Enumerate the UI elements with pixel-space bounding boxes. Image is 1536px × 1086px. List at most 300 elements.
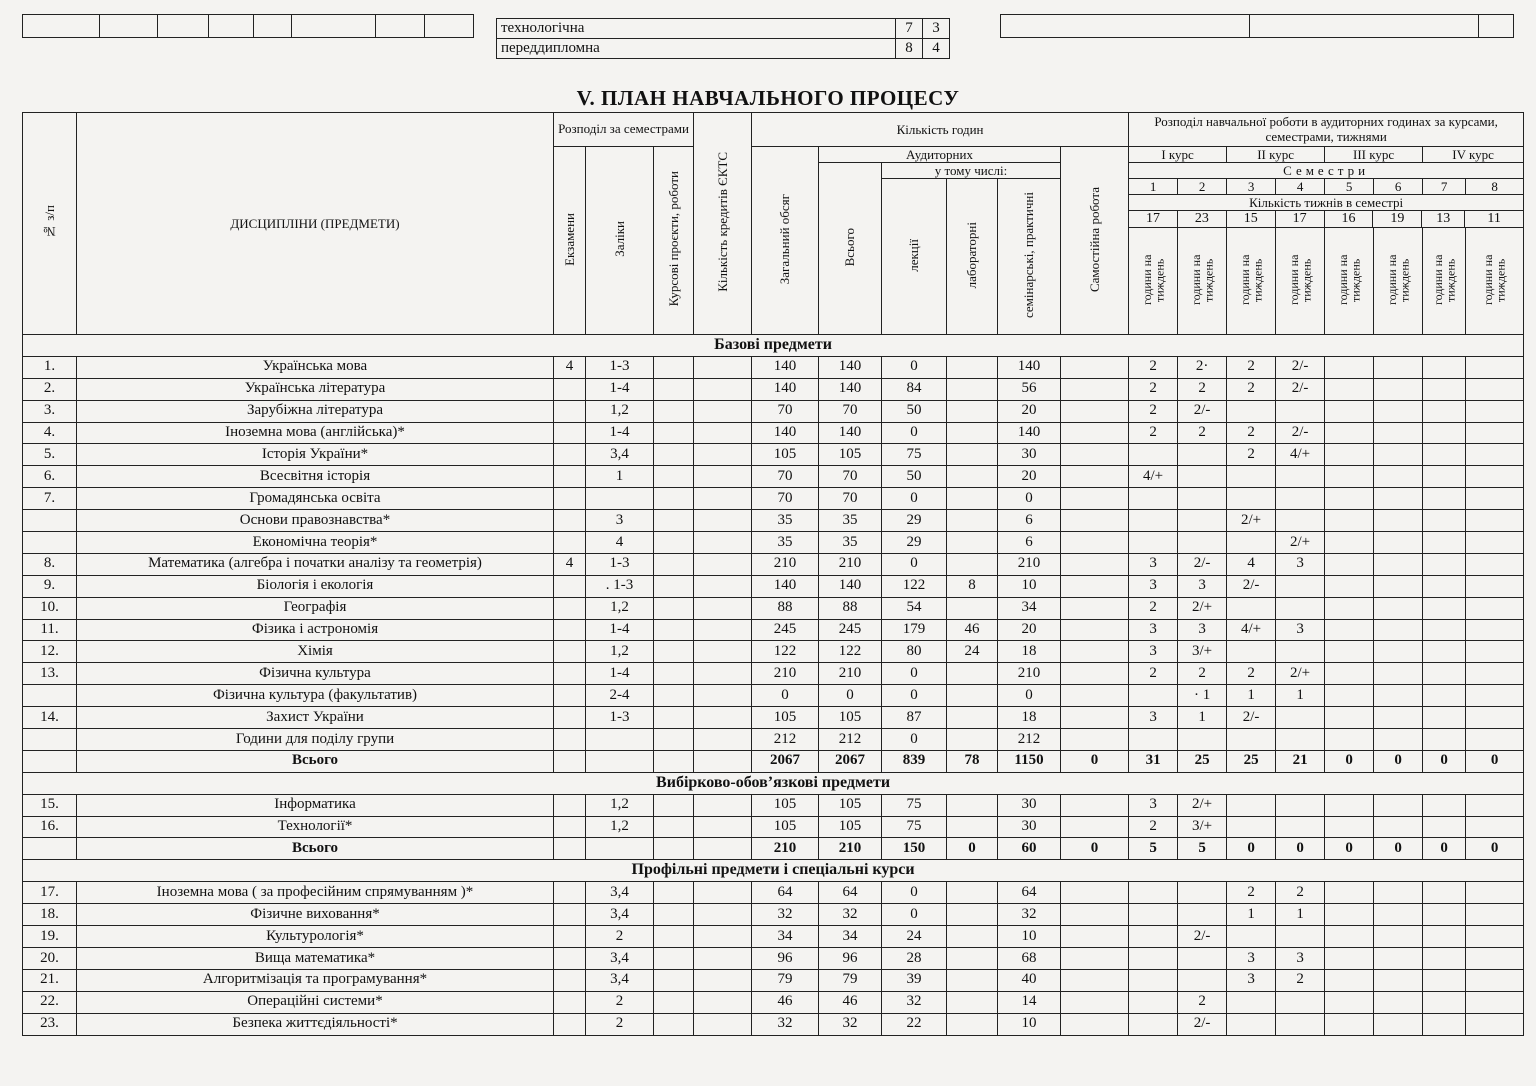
seminar-hours: 140 [998, 422, 1061, 444]
semester-2-hours [1178, 466, 1227, 488]
test-semesters: 1 [586, 466, 654, 488]
exam-semester [554, 510, 586, 532]
header-semester-num: 1 [1129, 179, 1178, 195]
ects-credits [694, 663, 752, 685]
discipline-name: Іноземна мова (англійська)* [77, 422, 554, 444]
empty-cell [694, 750, 752, 772]
discipline-name: Історія України* [77, 444, 554, 466]
ects-credits [694, 422, 752, 444]
seminar-hours: 14 [998, 991, 1061, 1013]
discipline-name: Вища математика* [77, 947, 554, 969]
empty-cell [100, 15, 158, 38]
table-row [23, 904, 1524, 926]
exam-semester [554, 882, 586, 904]
self-work-hours [1061, 663, 1129, 685]
total-hours: 105 [752, 444, 819, 466]
discipline-name: Іноземна мова ( за професійним спрямуванням )* [77, 882, 554, 904]
empty-cell [1479, 15, 1514, 38]
discipline-name: Фізичне виховання* [77, 904, 554, 926]
self-work-hours [1061, 641, 1129, 663]
header-label: № з/п [41, 205, 57, 240]
empty-cell [376, 15, 425, 38]
discipline-name: Інформатика [77, 794, 554, 816]
semester-8-hours [1466, 378, 1524, 400]
auditory-hours: 210 [819, 553, 882, 575]
lab-hours: 24 [947, 641, 998, 663]
header-semester-num: 8 [1466, 179, 1524, 195]
semester-2-hours: 2/+ [1178, 794, 1227, 816]
semester-4-hours: 2/- [1276, 356, 1325, 378]
total-hours: 34 [752, 926, 819, 948]
exam-semester [554, 378, 586, 400]
row-number: 13. [23, 663, 77, 685]
table-row [23, 794, 1524, 816]
semester-3-hours: 1 [1227, 904, 1276, 926]
lecture-hours: 0 [882, 422, 947, 444]
lecture-hours: 24 [882, 926, 947, 948]
course-project [654, 685, 694, 707]
practice-row [497, 19, 950, 39]
semester-3-hours: 2/+ [1227, 510, 1276, 532]
course-project [654, 553, 694, 575]
semester-5-hours [1325, 444, 1374, 466]
semester-1-hours [1129, 488, 1178, 510]
semester-3-hours [1227, 488, 1276, 510]
semester-3-hours [1227, 641, 1276, 663]
test-semesters: 3,4 [586, 904, 654, 926]
auditory-hours: 105 [819, 794, 882, 816]
row-number: 1. [23, 356, 77, 378]
semester-3-hours [1227, 816, 1276, 838]
semester-8-hours [1466, 356, 1524, 378]
total-hours: 2067 [752, 750, 819, 772]
semester-7-hours [1423, 729, 1466, 751]
course-project [654, 816, 694, 838]
course-project [654, 378, 694, 400]
header-label: години на тиждень [1237, 254, 1265, 305]
semester-7-hours [1423, 532, 1466, 554]
semester-4-hours [1276, 510, 1325, 532]
semester-6-hours: 0 [1374, 838, 1423, 860]
semester-1-hours: 2 [1129, 816, 1178, 838]
total-hours: 70 [752, 400, 819, 422]
test-semesters: 1-4 [586, 422, 654, 444]
total-hours: 105 [752, 816, 819, 838]
test-semesters: 2 [586, 1013, 654, 1035]
test-semesters [586, 488, 654, 510]
previous-table-right-fragment [1000, 14, 1514, 38]
course-project [654, 991, 694, 1013]
semester-7-hours [1423, 991, 1466, 1013]
semester-6-hours [1374, 444, 1423, 466]
course-project [654, 510, 694, 532]
header-label: години на тиждень [1481, 254, 1508, 305]
lecture-hours: 150 [882, 838, 947, 860]
semester-8-hours [1466, 532, 1524, 554]
row-number: 18. [23, 904, 77, 926]
empty-cell [694, 838, 752, 860]
lab-hours [947, 444, 998, 466]
row-number: 3. [23, 400, 77, 422]
table-row [23, 1013, 1524, 1035]
semester-4-hours: 3 [1276, 619, 1325, 641]
semester-8-hours [1466, 1013, 1524, 1035]
empty-cell [425, 15, 474, 38]
ects-credits [694, 466, 752, 488]
semester-1-hours [1129, 904, 1178, 926]
header-semester-num: 2 [1178, 179, 1227, 195]
semester-5-hours [1325, 969, 1374, 991]
exam-semester [554, 794, 586, 816]
ects-credits [694, 641, 752, 663]
semester-3-hours: 2 [1227, 378, 1276, 400]
semester-3-hours: 2 [1227, 356, 1276, 378]
course-project [654, 904, 694, 926]
header-semesters: Семестри [1129, 163, 1524, 179]
semester-2-hours: 3 [1178, 619, 1227, 641]
total-hours: 46 [752, 991, 819, 1013]
semester-3-hours: 25 [1227, 750, 1276, 772]
test-semesters: 3,4 [586, 969, 654, 991]
self-work-hours [1061, 488, 1129, 510]
seminar-hours: 18 [998, 707, 1061, 729]
course-project [654, 466, 694, 488]
semester-3-hours: 2/- [1227, 707, 1276, 729]
semester-2-hours [1178, 444, 1227, 466]
row-number: 11. [23, 619, 77, 641]
total-hours: 105 [752, 707, 819, 729]
self-work-hours [1061, 532, 1129, 554]
semester-8-hours [1466, 707, 1524, 729]
semester-8-hours [1466, 575, 1524, 597]
semester-6-hours [1374, 619, 1423, 641]
semester-7-hours [1423, 926, 1466, 948]
total-hours: 140 [752, 575, 819, 597]
auditory-hours: 105 [819, 444, 882, 466]
semester-5-hours [1325, 641, 1374, 663]
header-label: Заліки [611, 221, 627, 258]
total-hours: 79 [752, 969, 819, 991]
seminar-hours: 32 [998, 904, 1061, 926]
semester-7-hours [1423, 641, 1466, 663]
auditory-hours: 70 [819, 400, 882, 422]
empty-cell [23, 15, 100, 38]
semester-4-hours [1276, 729, 1325, 751]
table-row [23, 926, 1524, 948]
ects-credits [694, 904, 752, 926]
semester-1-hours: 4/+ [1129, 466, 1178, 488]
semester-6-hours [1374, 969, 1423, 991]
lecture-hours: 0 [882, 553, 947, 575]
semester-4-hours: 0 [1276, 838, 1325, 860]
practice-name: переддипломна [497, 39, 896, 59]
semester-7-hours [1423, 685, 1466, 707]
test-semesters: 1,2 [586, 641, 654, 663]
total-hours: 32 [752, 904, 819, 926]
semester-8-hours [1466, 422, 1524, 444]
practice-semester: 8 [896, 39, 923, 59]
semester-1-hours [1129, 444, 1178, 466]
semester-2-hours: 2 [1178, 991, 1227, 1013]
total-hours: 245 [752, 619, 819, 641]
exam-semester [554, 532, 586, 554]
exam-semester [554, 466, 586, 488]
total-hours: 35 [752, 532, 819, 554]
header-weeks-value: 23 [1178, 211, 1227, 227]
lecture-hours: 29 [882, 532, 947, 554]
semester-3-hours [1227, 991, 1276, 1013]
self-work-hours [1061, 969, 1129, 991]
test-semesters: 3,4 [586, 882, 654, 904]
semester-6-hours [1374, 685, 1423, 707]
semester-4-hours: 2/- [1276, 378, 1325, 400]
semester-2-hours: 3 [1178, 575, 1227, 597]
header-course-2: ІІ курс [1227, 147, 1325, 163]
lecture-hours: 0 [882, 685, 947, 707]
semester-1-hours: 2 [1129, 400, 1178, 422]
self-work-hours [1061, 466, 1129, 488]
row-number: 23. [23, 1013, 77, 1035]
semester-7-hours [1423, 904, 1466, 926]
self-work-hours [1061, 422, 1129, 444]
seminar-hours: 60 [998, 838, 1061, 860]
empty-cell [158, 15, 209, 38]
semester-3-hours: 0 [1227, 838, 1276, 860]
semester-1-hours [1129, 991, 1178, 1013]
semester-8-hours [1466, 466, 1524, 488]
discipline-name: Культурологія* [77, 926, 554, 948]
self-work-hours [1061, 356, 1129, 378]
row-number [23, 510, 77, 532]
table-row [23, 882, 1524, 904]
lecture-hours: 179 [882, 619, 947, 641]
semester-4-hours [1276, 466, 1325, 488]
semester-8-hours [1466, 619, 1524, 641]
semester-7-hours [1423, 510, 1466, 532]
exam-semester [554, 1013, 586, 1035]
table-row [23, 444, 1524, 466]
seminar-hours: 10 [998, 575, 1061, 597]
semester-4-hours: 2/- [1276, 422, 1325, 444]
semester-4-hours [1276, 926, 1325, 948]
self-work-hours [1061, 794, 1129, 816]
empty-cell [554, 838, 586, 860]
course-project [654, 356, 694, 378]
lab-hours [947, 729, 998, 751]
semester-6-hours: 0 [1374, 750, 1423, 772]
semester-2-hours [1178, 882, 1227, 904]
discipline-name: Захист України [77, 707, 554, 729]
test-semesters: 1,2 [586, 794, 654, 816]
semester-7-hours [1423, 400, 1466, 422]
discipline-name: Фізика і астрономія [77, 619, 554, 641]
row-number: 22. [23, 991, 77, 1013]
header-weeks-value: 13 [1422, 211, 1465, 227]
section-header-row [23, 772, 1524, 794]
semester-2-hours: 1 [1178, 707, 1227, 729]
header-hours-per-week [1374, 228, 1423, 335]
semester-4-hours: 2 [1276, 969, 1325, 991]
exam-semester [554, 488, 586, 510]
lecture-hours: 0 [882, 904, 947, 926]
lecture-hours: 0 [882, 488, 947, 510]
lecture-hours: 0 [882, 882, 947, 904]
semester-4-hours [1276, 400, 1325, 422]
semester-1-hours: 2 [1129, 378, 1178, 400]
course-project [654, 882, 694, 904]
test-semesters [586, 729, 654, 751]
seminar-hours: 20 [998, 466, 1061, 488]
exam-semester [554, 575, 586, 597]
semester-3-hours: 2 [1227, 882, 1276, 904]
auditory-hours: 70 [819, 466, 882, 488]
seminar-hours: 30 [998, 794, 1061, 816]
semester-8-hours: 0 [1466, 838, 1524, 860]
seminar-hours: 10 [998, 926, 1061, 948]
semester-5-hours: 0 [1325, 838, 1374, 860]
semester-3-hours [1227, 794, 1276, 816]
semester-3-hours: 4 [1227, 553, 1276, 575]
header-weeks-value: 19 [1373, 211, 1422, 227]
empty-cell [1250, 15, 1479, 38]
semester-6-hours [1374, 400, 1423, 422]
lecture-hours: 29 [882, 510, 947, 532]
exam-semester [554, 991, 586, 1013]
semester-1-hours: 2 [1129, 663, 1178, 685]
self-work-hours: 0 [1061, 750, 1129, 772]
course-project [654, 1013, 694, 1035]
table-row [23, 969, 1524, 991]
header-weeks-value: 15 [1227, 211, 1276, 227]
discipline-name: Економічна теорія* [77, 532, 554, 554]
header-distribution-work [1129, 113, 1524, 147]
row-number: 20. [23, 947, 77, 969]
course-project [654, 444, 694, 466]
test-semesters: . 1-3 [586, 575, 654, 597]
semester-2-hours [1178, 969, 1227, 991]
total-hours: 32 [752, 1013, 819, 1035]
auditory-hours: 105 [819, 816, 882, 838]
header-semester-num: 7 [1423, 179, 1466, 195]
lab-hours [947, 663, 998, 685]
course-project [654, 641, 694, 663]
semester-4-hours: 3 [1276, 553, 1325, 575]
semester-7-hours [1423, 794, 1466, 816]
header-label: години на тиждень [1139, 254, 1167, 305]
auditory-hours: 32 [819, 904, 882, 926]
exam-semester [554, 969, 586, 991]
header-weeks-value: 17 [1129, 211, 1178, 227]
semester-7-hours [1423, 947, 1466, 969]
exam-semester [554, 444, 586, 466]
table-row [23, 663, 1524, 685]
self-work-hours [1061, 707, 1129, 729]
lecture-hours: 50 [882, 400, 947, 422]
seminar-hours: 68 [998, 947, 1061, 969]
semester-8-hours: 0 [1466, 750, 1524, 772]
header-hours-count: Кількість годин [752, 113, 1129, 147]
header-label: Розподіл навчальної роботи в аудиторних годинах за курсами, семестрами, тижнями [1154, 114, 1498, 144]
self-work-hours [1061, 685, 1129, 707]
practice-semester: 7 [896, 19, 923, 39]
discipline-name: Алгоритмізація та програмування* [77, 969, 554, 991]
empty-cell [209, 15, 254, 38]
row-number: 10. [23, 597, 77, 619]
self-work-hours [1061, 947, 1129, 969]
seminar-hours: 1150 [998, 750, 1061, 772]
semester-8-hours [1466, 882, 1524, 904]
auditory-hours: 0 [819, 685, 882, 707]
seminar-hours: 210 [998, 663, 1061, 685]
exam-semester [554, 641, 586, 663]
discipline-name: Фізична культура (факультатив) [77, 685, 554, 707]
self-work-hours [1061, 904, 1129, 926]
empty-cell [554, 750, 586, 772]
semester-1-hours [1129, 729, 1178, 751]
seminar-hours: 212 [998, 729, 1061, 751]
header-weeks-block [1129, 195, 1524, 228]
semester-1-hours [1129, 969, 1178, 991]
row-number: 17. [23, 882, 77, 904]
semester-3-hours: 2 [1227, 663, 1276, 685]
test-semesters: 1-3 [586, 356, 654, 378]
lab-hours: 78 [947, 750, 998, 772]
semester-3-hours [1227, 1013, 1276, 1035]
semester-1-hours: 2 [1129, 597, 1178, 619]
semester-5-hours [1325, 400, 1374, 422]
semester-3-hours: 2/- [1227, 575, 1276, 597]
header-semester-num: 4 [1276, 179, 1325, 195]
header-semester-num: 3 [1227, 179, 1276, 195]
previous-table-left-fragment [22, 14, 474, 38]
semester-2-hours: 2· [1178, 356, 1227, 378]
header-hours-per-week [1227, 228, 1276, 335]
auditory-hours: 210 [819, 663, 882, 685]
lab-hours [947, 356, 998, 378]
lecture-hours: 80 [882, 641, 947, 663]
seminar-hours: 140 [998, 356, 1061, 378]
header-label: Кількість кредитів ЄКТС [714, 152, 730, 293]
discipline-name: Всесвітня історія [77, 466, 554, 488]
table-row [23, 356, 1524, 378]
semester-4-hours: 2/+ [1276, 532, 1325, 554]
row-number: 2. [23, 378, 77, 400]
lab-hours: 46 [947, 619, 998, 641]
table-row [23, 422, 1524, 444]
semester-7-hours [1423, 488, 1466, 510]
semester-1-hours [1129, 510, 1178, 532]
auditory-hours: 88 [819, 597, 882, 619]
test-semesters: 2-4 [586, 685, 654, 707]
course-project [654, 969, 694, 991]
exam-semester [554, 947, 586, 969]
semester-7-hours: 0 [1423, 750, 1466, 772]
discipline-name: Хімія [77, 641, 554, 663]
semester-8-hours [1466, 400, 1524, 422]
lab-hours [947, 400, 998, 422]
semester-1-hours: 2 [1129, 356, 1178, 378]
seminar-hours: 56 [998, 378, 1061, 400]
total-hours: 105 [752, 794, 819, 816]
total-hours: 64 [752, 882, 819, 904]
semester-3-hours: 1 [1227, 685, 1276, 707]
table-row [23, 532, 1524, 554]
semester-6-hours [1374, 378, 1423, 400]
empty-cell [654, 750, 694, 772]
header-label: Самостійна робота [1086, 186, 1102, 292]
ects-credits [694, 553, 752, 575]
semester-2-hours: 2 [1178, 663, 1227, 685]
